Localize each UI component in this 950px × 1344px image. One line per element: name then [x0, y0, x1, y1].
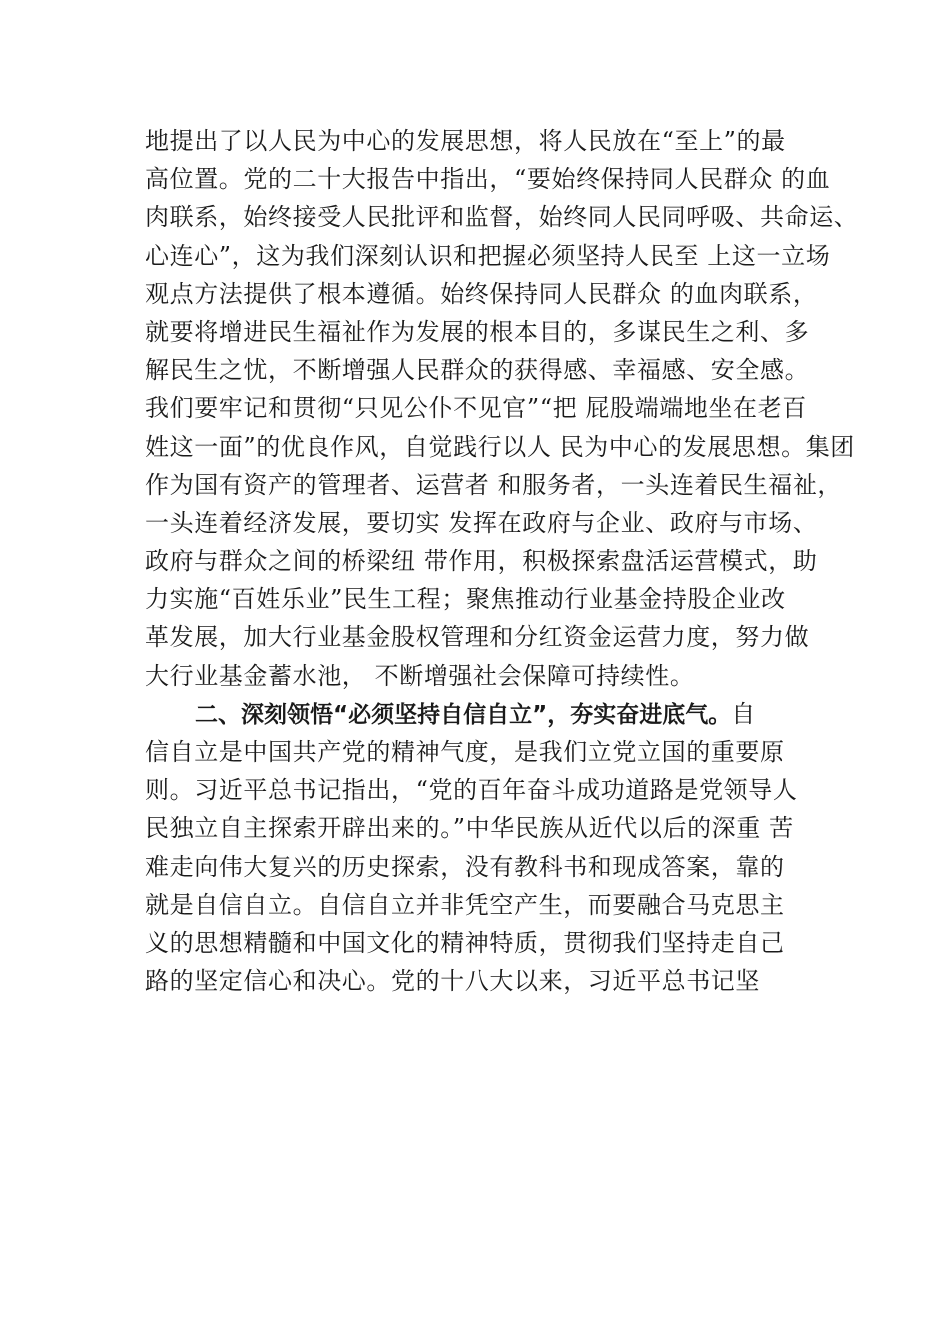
- body-text: [145, 122, 859, 1000]
- text-line: 则。习近平总书记指出，“党的百年奋斗成功道路是党领导人: [145, 776, 798, 805]
- text-line: 政府与群众之间的桥梁纽 带作用，积极探索盘活运营模式，助: [145, 547, 818, 576]
- text-line: 肉联系，始终接受人民批评和监督，始终同人民同呼吸、共命运、: [145, 203, 859, 232]
- text-line: 民独立自主探索开辟出来的。”中华民族从近代以后的深重 苦: [145, 814, 794, 843]
- section-heading: [145, 695, 845, 733]
- paragraph-1: [145, 122, 859, 695]
- section-heading-tail: 自: [731, 699, 756, 728]
- text-line: 就要将增进民生福祉作为发展的根本目的，多谋民生之利、多: [145, 317, 810, 346]
- text-line: 地提出了以人民为中心的发展思想，将人民放在“至上”的最: [145, 127, 786, 155]
- text-line: 义的思想精髓和中国文化的精神特质，贯彻我们坚持走自己: [145, 928, 785, 957]
- text-line: 一头连着经济发展，要切实 发挥在政府与企业、政府与市场、: [145, 508, 818, 537]
- text-line: 难走向伟大复兴的历史探索，没有教科书和现成答案，靠的: [145, 852, 785, 881]
- text-line: 高位置。党的二十大报告中指出，“要始终保持同人民群众 的血: [145, 165, 831, 194]
- text-line: 就是自信自立。自信自立并非凭空产生，而要融合马克思主: [145, 890, 785, 919]
- text-line: 心连心”，这为我们深刻认识和把握必须坚持人民至 上这一立场: [145, 241, 831, 270]
- text-line: 作为国有资产的管理者、运营者 和服务者，一头连着民生福祉，: [145, 470, 843, 499]
- text-line: 解民生之忧，不断增强人民群众的获得感、幸福感、安全感。: [145, 356, 810, 385]
- text-line: 姓这一面”的优良作风，自觉践行以人 民为中心的发展思想。集团: [145, 432, 855, 461]
- text-line: 革发展，加大行业基金股权管理和分红资金运营力度，努力做: [145, 623, 810, 652]
- section-heading-title: 二、深刻领悟“必须坚持自信自立”，夯实奋进底气。: [195, 701, 732, 728]
- text-line: 大行业基金蓄水池， 不断增强社会保障可持续性。: [145, 661, 695, 690]
- text-line: 观点方法提供了根本遵循。始终保持同人民群众 的血肉联系，: [145, 279, 818, 308]
- text-line: 我们要牢记和贯彻“只见公仆不见官”“把 屁股端端地坐在老百: [145, 394, 807, 423]
- paragraph-2: [145, 733, 845, 1000]
- text-line: 力实施“百姓乐业”民生工程；聚焦推动行业基金持股企业改: [145, 585, 786, 614]
- text-line: 信自立是中国共产党的精神气度，是我们立党立国的重要原: [145, 738, 785, 766]
- text-line: 路的坚定信心和决心。党的十八大以来，习近平总书记坚: [145, 967, 760, 996]
